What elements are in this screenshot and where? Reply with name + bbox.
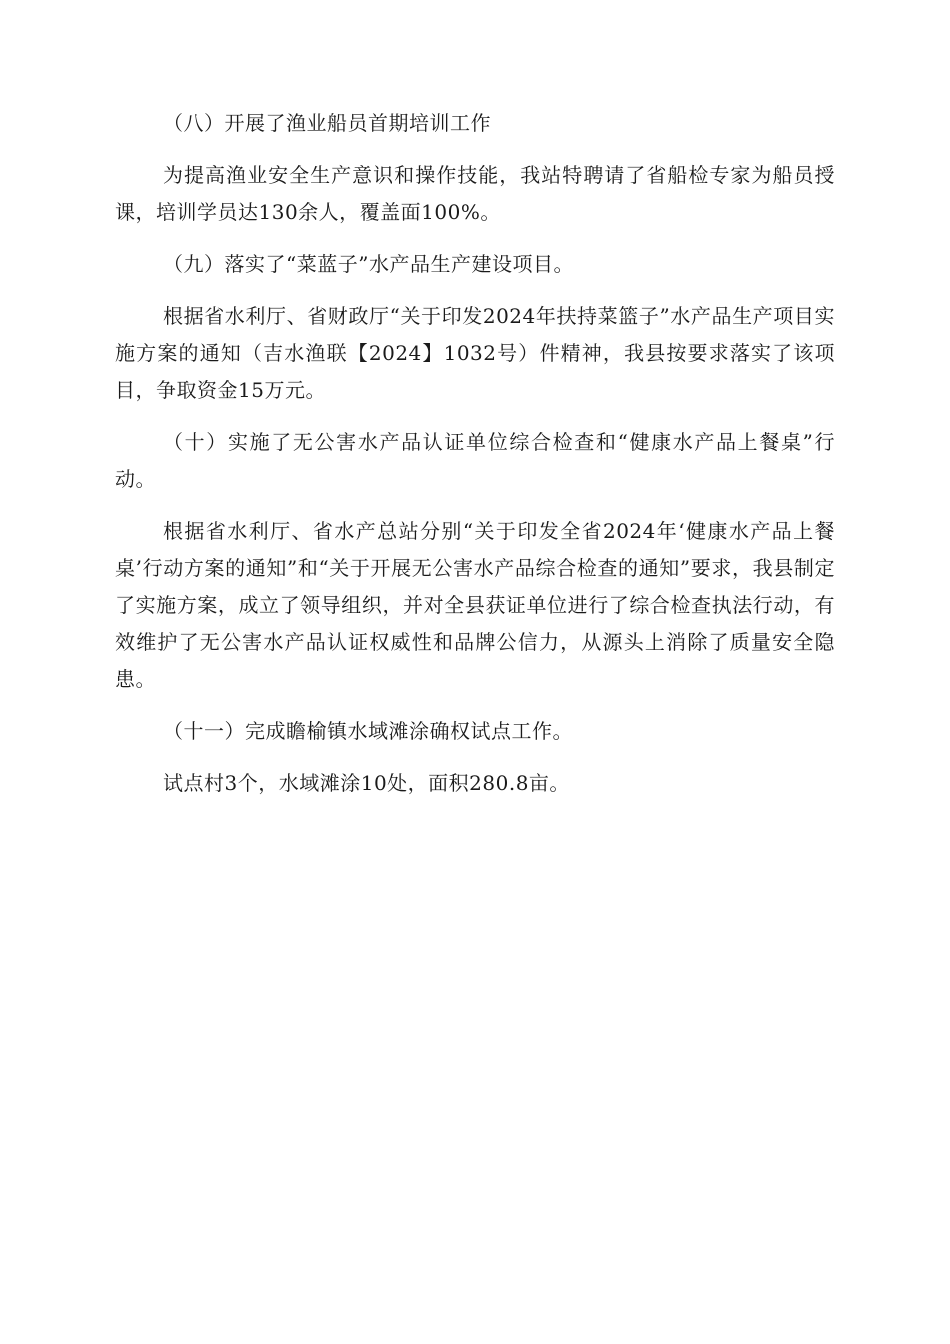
paragraph-pilot-results: 试点村3个，水域滩涂10处，面积280.8亩。 — [163, 771, 570, 795]
section-heading-10: （十）实施了无公害水产品认证单位综合检查和“健康水产品上餐桌”行动。 — [115, 430, 835, 491]
document-body — [115, 105, 835, 802]
paragraph-inspection-action: 根据省水利厅、省水产总站分别“关于印发全省2024年‘健康水产品上餐桌’行动方案的通知”和“关于开展无公害水产品综合检查的通知”要求，我县制定了实施方案，成立了领导组织，并对全县获证单位进行了综合检查执法行动，有效维护了无公害水产品认证权威性和品牌公信力，从源头上消除了质量安全隐患。 — [115, 519, 835, 691]
section-heading-9: （九）落实了“菜蓝子”水产品生产建设项目。 — [163, 252, 574, 276]
section-heading-8: （八）开展了渔业船员首期培训工作 — [163, 111, 491, 135]
section-heading-11: （十一）完成瞻榆镇水域滩涂确权试点工作。 — [163, 719, 573, 743]
paragraph-crew-training: 为提高渔业安全生产意识和操作技能，我站特聘请了省船检专家为船员授课，培训学员达130余人，覆盖面100%。 — [115, 163, 835, 224]
paragraph-vegetable-basket-project: 根据省水利厅、省财政厅“关于印发2024年扶持菜篮子”水产品生产项目实施方案的通知（吉水渔联【2024】1032号）件精神，我县按要求落实了该项目，争取资金15万元。 — [115, 304, 835, 402]
